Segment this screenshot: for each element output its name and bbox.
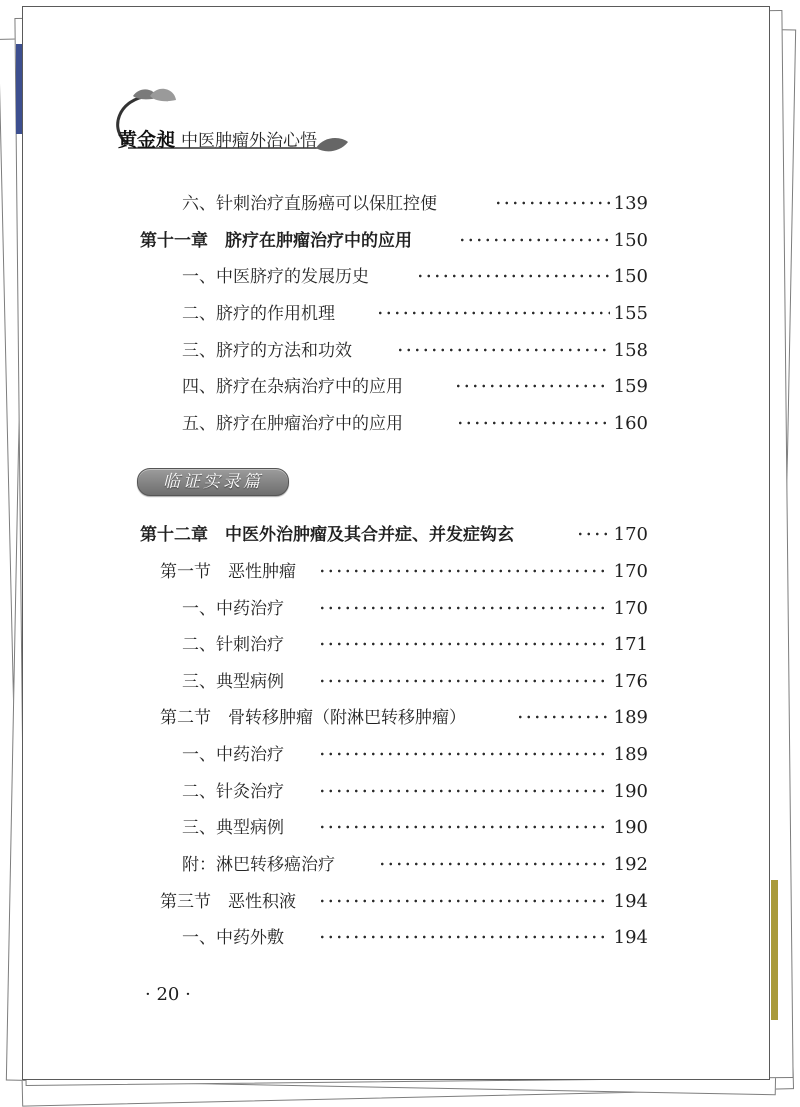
toc-entry-title: 一、中药外敷 [182,928,284,948]
toc-entry-title: 二、针刺治疗 [182,635,284,655]
toc-leader-dots [318,784,610,798]
toc-entry-title: 二、针灸治疗 [182,782,284,802]
toc-chapter-entry[interactable] [0,226,800,256]
toc-entry[interactable] [0,409,800,439]
toc-entry-title: 一、中医脐疗的发展历史 [182,267,369,287]
toc-page-number: 170 [613,561,648,582]
toc-entry-title: 附：淋巴转移癌治疗 [182,855,335,875]
toc-page-number: 190 [613,781,648,802]
toc-page-number: 192 [613,854,648,875]
toc-entry-title: 第十二章 中医外治肿瘤及其合并症、并发症钩玄 [140,525,514,545]
toc-leader-dots [318,564,610,578]
header-book-title: 中医肿瘤外治心悟 [181,131,318,151]
toc-entry[interactable] [0,262,800,292]
toc-leader-dots [318,930,610,944]
toc-entry[interactable] [0,813,800,843]
toc-entry-title: 五、脐疗在肿瘤治疗中的应用 [182,414,403,434]
toc-entry[interactable] [0,740,800,770]
toc-entry[interactable] [0,594,800,624]
toc-page-number: 189 [613,744,648,765]
toc-entry[interactable] [0,777,800,807]
toc-leader-dots [458,233,610,247]
toc-entry-title: 四、脐疗在杂病治疗中的应用 [182,377,403,397]
toc-entry[interactable] [0,299,800,329]
toc-page-number: 160 [613,413,648,434]
toc-entry-title: 六、针刺治疗直肠癌可以保肛控便 [182,194,437,214]
toc-leader-dots [318,894,610,908]
toc-section-entry[interactable] [0,887,800,917]
running-header [118,125,317,152]
toc-entry-title: 第一节 恶性肿瘤 [160,562,296,582]
page-number: · 20 · [145,984,191,1005]
toc-entry[interactable] [0,372,800,402]
toc-page-number: 171 [613,634,648,655]
toc-entry-title: 第十一章 脐疗在肿瘤治疗中的应用 [140,231,412,251]
toc-page-number: 189 [613,707,648,728]
toc-page-number: 159 [613,376,648,397]
toc-entry-title: 第三节 恶性积液 [160,892,296,912]
toc-page-number: 150 [613,230,648,251]
toc-entry-title: 第二节 骨转移肿瘤（附淋巴转移肿瘤） [160,708,466,728]
toc-entry[interactable] [0,336,800,366]
toc-leader-dots [456,416,610,430]
toc-page-number: 170 [613,598,648,619]
toc-leader-dots [318,601,610,615]
toc-leader-dots [396,343,610,357]
toc-section-entry[interactable] [0,703,800,733]
toc-entry[interactable] [0,850,800,880]
toc-page-number: 150 [613,266,648,287]
toc-page-number: 194 [613,891,648,912]
toc-entry[interactable] [0,667,800,697]
toc-leader-dots [318,674,610,688]
part-heading-label: 临证实录篇 [163,472,263,492]
toc-page-number: 155 [613,303,648,324]
toc-entry[interactable] [0,923,800,953]
toc-page-number: 158 [613,340,648,361]
toc-page-number: 176 [613,671,648,692]
toc-entry-title: 三、典型病例 [182,672,284,692]
toc-entry[interactable] [0,630,800,660]
toc-entry-title: 三、典型病例 [182,818,284,838]
part-heading-badge [137,468,289,496]
header-author: 黄金昶 [118,129,176,151]
toc-entry-title: 三、脐疗的方法和功效 [182,341,352,361]
toc-entry-title: 一、中药治疗 [182,599,284,619]
toc-leader-dots [318,747,610,761]
toc-section-entry[interactable] [0,557,800,587]
toc-chapter-entry[interactable] [0,520,800,550]
toc-leader-dots [378,857,610,871]
toc-entry-title: 二、脐疗的作用机理 [182,304,335,324]
toc-leader-dots [318,820,610,834]
toc-entry-title: 一、中药治疗 [182,745,284,765]
toc-leader-dots [376,306,610,320]
toc-entry[interactable] [0,189,800,219]
toc-page-number: 139 [613,193,648,214]
toc-page-number: 190 [613,817,648,838]
toc-leader-dots [318,637,610,651]
toc-leader-dots [416,269,610,283]
toc-leader-dots [576,527,610,541]
toc-leader-dots [494,196,610,210]
toc-page-number: 194 [613,927,648,948]
toc-page-number: 170 [613,524,648,545]
toc-leader-dots [454,379,610,393]
toc-leader-dots [516,710,610,724]
